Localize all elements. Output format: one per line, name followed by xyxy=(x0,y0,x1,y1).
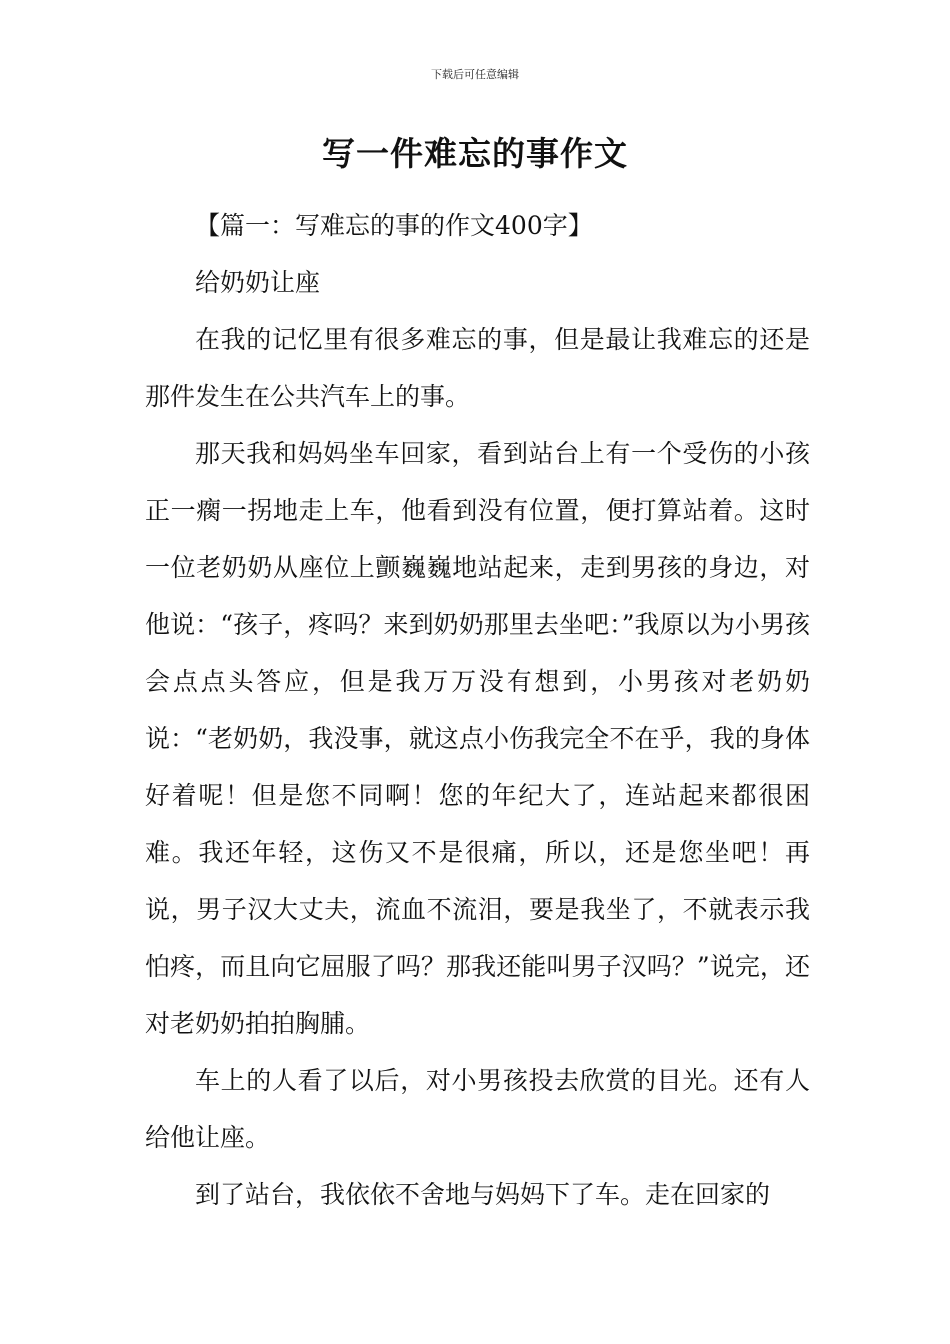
document-body xyxy=(145,197,810,1223)
paragraph: 到了站台，我依依不舍地与妈妈下了车。走在回家的 xyxy=(195,1180,771,1209)
document-title: 写一件难忘的事作文 xyxy=(322,134,628,173)
header-note: 下载后可任意编辑 xyxy=(431,68,519,81)
paragraph: 车上的人看了以后，对小男孩投去欣赏的目光。还有人给他让座。 xyxy=(145,1066,810,1152)
section-heading: 【篇一：写难忘的事的作文400字】 xyxy=(195,211,593,240)
essay-subtitle: 给奶奶让座 xyxy=(195,268,321,297)
paragraph: 那天我和妈妈坐车回家，看到站台上有一个受伤的小孩正一瘸一拐地走上车，他看到没有位置，便打算站着。这时一位老奶奶从座位上颤巍巍地站起来，走到男孩的身边，对他说：“孩子，疼吗？来到奶奶那里去坐吧：”我原以为小男孩会点点头答应，但是我万万没有想到，小男孩对老奶奶说：“老奶奶，我没事，就这点小伤我完全不在乎，我的身体好着呢！但是您不同啊！您的年纪大了，连站起来都很困难。我还年轻，这伤又不是很痛，所以，还是您坐吧！再说，男子汉大丈夫，流血不流泪，要是我坐了，不就表示我怕疼，而且向它屈服了吗？那我还能叫男子汉吗？”说完，还对老奶奶拍拍胸脯。 xyxy=(145,439,810,1038)
paragraph: 在我的记忆里有很多难忘的事，但是最让我难忘的还是那件发生在公共汽车上的事。 xyxy=(145,325,810,411)
